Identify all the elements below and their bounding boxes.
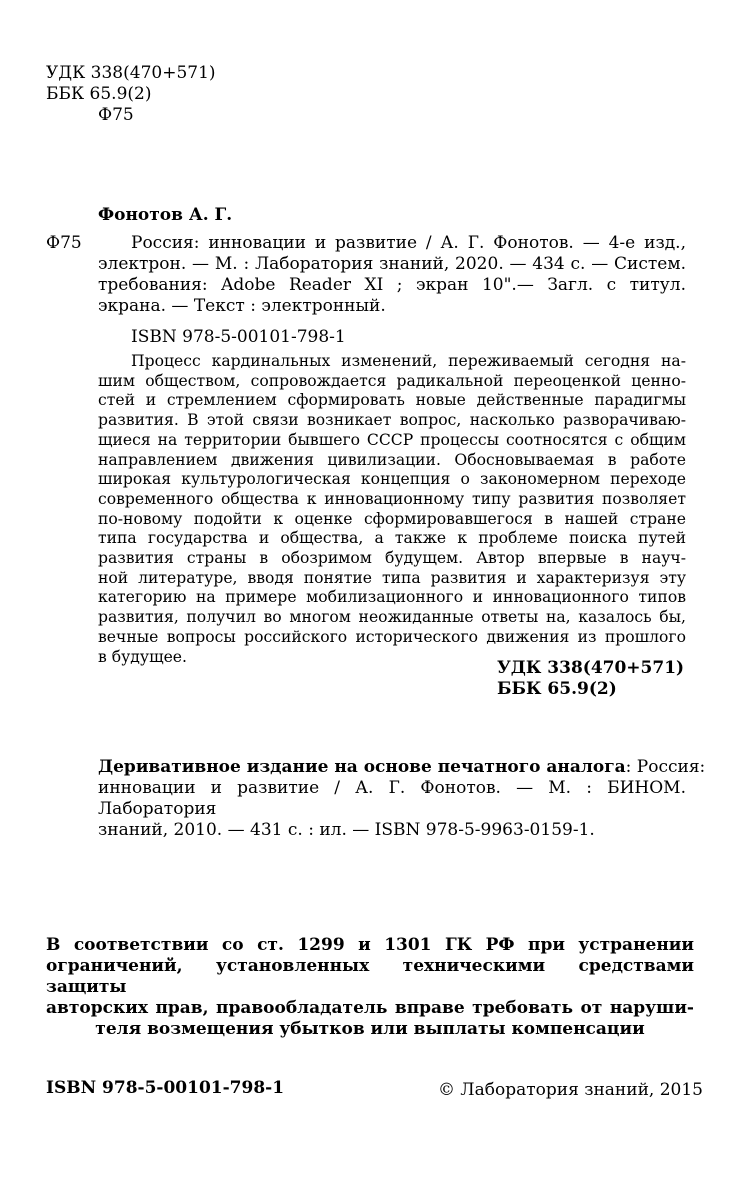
legal-line: ограничений, установленных техническими средствами защиты <box>46 956 694 997</box>
abstract-line: развития, получил во многом неожиданные ответы на, казалось бы, <box>98 608 686 627</box>
derivative-line: знаний, 2010. — 431 с. : ил. — ISBN 978-5-9963-0159-1. <box>98 820 595 840</box>
abstract-line: направлением движения цивилизации. Обосновываемая в работе <box>98 450 686 469</box>
abstract <box>98 352 686 667</box>
abstract-line: развития страны в обозримом будущем. Автор впервые в науч- <box>98 549 686 568</box>
bib-line: электрон. — М. : Лаборатория знаний, 2020. — 434 с. — Систем. <box>98 254 686 274</box>
bib-mark: Ф75 <box>46 233 82 253</box>
legal-line: авторских прав, правообладатель вправе требовать от наруши- <box>46 998 694 1018</box>
legal-line: В соответствии со ст. 1299 и 1301 ГК РФ при устранении <box>46 935 694 955</box>
abstract-line: стей и стремлением сформировать новые действенные парадигмы <box>98 391 686 410</box>
bib-line: требования: Adobe Reader XI ; экран 10".— Загл. с титул. <box>98 275 686 295</box>
legal-notice <box>46 935 694 1040</box>
copyright-icon: © <box>438 1080 455 1100</box>
abstract-line: вечные вопросы российского исторического движения из прошлого <box>98 627 686 646</box>
author-name: Фонотов А. Г. <box>98 205 233 225</box>
abstract-line: в будущее. <box>98 647 187 666</box>
bottom-udk: УДК 338(470+571) <box>497 658 685 678</box>
abstract-line: по-новому подойти к оценке сформировавшегося в нашей стране <box>98 509 686 528</box>
derivative-title: : Россия: <box>625 757 706 777</box>
bottom-bbk: ББК 65.9(2) <box>497 679 617 699</box>
derivative-note <box>98 757 706 841</box>
abstract-line: шим обществом, сопровождается радикальной переоценкой ценно- <box>98 371 686 390</box>
bib-line: Россия: инновации и развитие / А. Г. Фонотов. — 4-е изд., <box>131 233 686 253</box>
footer-copyright <box>438 1080 703 1101</box>
abstract-line: Процесс кардинальных изменений, переживаемый сегодня на- <box>131 352 686 370</box>
abstract-line: щиеся на территории бывшего СССР процессы соотносятся с общим <box>98 430 686 449</box>
footer-isbn: ISBN 978-5-00101-798-1 <box>46 1078 285 1098</box>
abstract-line: современного общества к инновационному типу развития позволяет <box>98 489 686 508</box>
abstract-line: типа государства и общества, а также к проблеме поиска путей <box>98 529 686 548</box>
derivative-label: Деривативное издание на основе печатного аналога <box>98 757 626 777</box>
abstract-line: широкая культурологическая концепция о закономерном переходе <box>98 470 686 489</box>
top-bbk: ББК 65.9(2) <box>46 84 152 104</box>
abstract-line: ной литературе, вводя понятие типа развития и характеризуя эту <box>98 568 686 587</box>
bib-record <box>98 233 686 317</box>
copyright-text: Лаборатория знаний, 2015 <box>460 1080 703 1100</box>
legal-line: теля возмещения убытков или выплаты компенсации <box>95 1019 645 1039</box>
abstract-line: категорию на примере мобилизационного и инновационного типов <box>98 588 686 607</box>
derivative-line: инновации и развитие / А. Г. Фонотов. — М. : БИНОМ. Лаборатория <box>98 778 686 819</box>
isbn-line: ISBN 978-5-00101-798-1 <box>131 327 346 347</box>
bib-line: экрана. — Текст : электронный. <box>98 296 386 316</box>
top-udk: УДК 338(470+571) <box>46 63 216 83</box>
abstract-line: развития. В этой связи возникает вопрос, насколько разворачиваю- <box>98 411 686 430</box>
top-author-mark: Ф75 <box>98 105 134 125</box>
